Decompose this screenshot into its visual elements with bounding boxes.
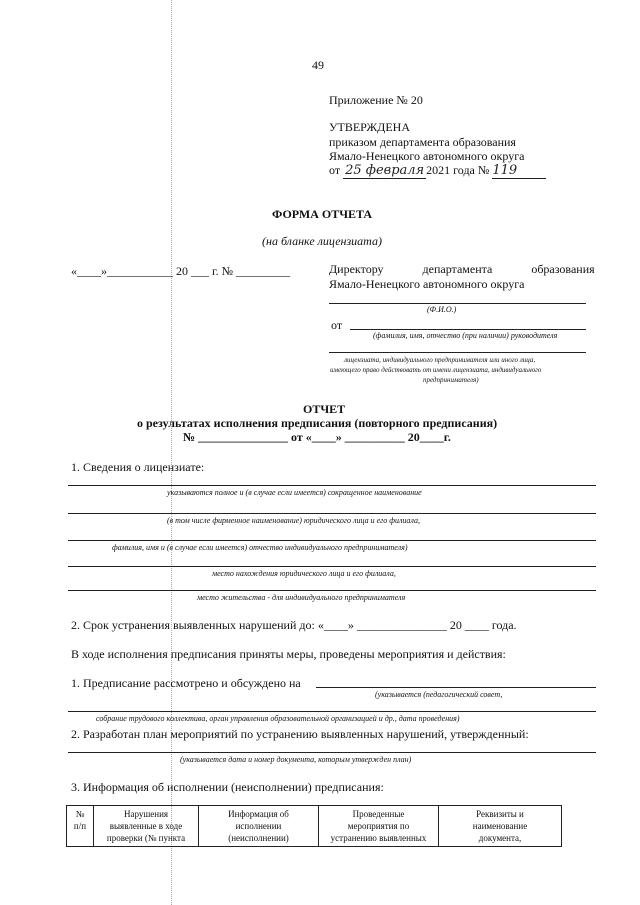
date-prefix: от bbox=[329, 163, 341, 177]
section1-caption1: указываются полное и (в случае если имеется) сокращенное наименование bbox=[167, 488, 422, 497]
col-header-document-details: Реквизиты и наименование документа, bbox=[439, 806, 562, 847]
approval-date-line bbox=[329, 163, 546, 179]
col-header-measures: Проведенные мероприятия по устранению выявленных bbox=[319, 806, 439, 847]
report-number-line: № _______________ от «____» __________ 20____г. bbox=[183, 430, 451, 444]
report-title: ОТЧЕТ bbox=[303, 402, 346, 416]
from-note2: имеющего право действовать от имени лицензиата, индивидуального bbox=[330, 366, 542, 374]
item1-line bbox=[316, 687, 596, 688]
section1-line2 bbox=[68, 513, 596, 514]
addressee-line1 bbox=[329, 262, 595, 277]
date-suffix: 2021 года № bbox=[426, 163, 490, 177]
item2-line bbox=[68, 752, 596, 753]
measures-intro: В ходе исполнения предписания приняты меры, проведены мероприятия и действия: bbox=[71, 647, 506, 661]
report-subtitle: о результатах исполнения предписания (повторного предписания) bbox=[137, 416, 498, 430]
handwritten-date: 25 февраля bbox=[345, 163, 425, 178]
item1-label: 1. Предписание рассмотрено и обсуждено на bbox=[71, 676, 301, 690]
table-header-row bbox=[67, 806, 562, 847]
form-subtitle: (на бланке лицензиата) bbox=[262, 234, 382, 248]
from-note1: лицензиата, индивидуального предпринимателя или иного лица, bbox=[344, 356, 536, 364]
from-line2 bbox=[329, 352, 586, 353]
execution-table bbox=[66, 805, 562, 847]
approved-label: УТВЕРЖДЕНА bbox=[329, 120, 411, 134]
appendix-label: Приложение № 20 bbox=[329, 93, 423, 107]
outgoing-date-line: «____»___________ 20 ___ г. № _________ bbox=[71, 264, 291, 278]
section3-label: 3. Информация об исполнении (неисполнении) предписания: bbox=[71, 780, 384, 794]
handwritten-number: 119 bbox=[492, 163, 546, 179]
section1-line5 bbox=[68, 590, 596, 591]
col-header-execution-info: Информация об исполнении (неисполнении) bbox=[199, 806, 319, 847]
addressee-text: Директору департамента образования bbox=[329, 262, 595, 276]
from-label: от bbox=[331, 318, 343, 332]
scan-fold-line bbox=[171, 0, 172, 905]
fio-line bbox=[329, 303, 586, 304]
approved-line1: приказом департамента образования bbox=[329, 135, 516, 149]
item1-caption2: собрание трудового коллектива, орган управления образовательной организацией и др., дата проведения) bbox=[96, 714, 460, 723]
item2-caption: (указывается дата и номер документа, которым утвержден план) bbox=[180, 755, 412, 764]
form-title: ФОРМА ОТЧЕТА bbox=[272, 207, 373, 221]
section1-line3 bbox=[68, 540, 596, 541]
section1-line4 bbox=[68, 566, 596, 567]
section1-caption4: место нахождения юридического лица и его филиала, bbox=[212, 569, 396, 578]
col-header-number: № п/п bbox=[67, 806, 94, 847]
col-header-violations: Нарушения выявленные в ходе проверки (№ пункта bbox=[94, 806, 199, 847]
section1-caption3: фамилия, имя и (в случае если имеется) отчество индивидуального предпринимателя) bbox=[112, 543, 408, 552]
fio-caption: (Ф.И.О.) bbox=[427, 305, 457, 314]
from-caption: (фамилия, имя, отчество (при наличии) руководителя bbox=[373, 331, 558, 340]
section1-caption2: (в том числе фирменное наименование) юридического лица и его филиала, bbox=[167, 516, 421, 525]
addressee-line2: Ямало-Ненецкого автономного округа bbox=[329, 277, 525, 291]
section1-line1 bbox=[68, 485, 596, 486]
section1-label: 1. Сведения о лицензиате: bbox=[71, 460, 205, 474]
item1-caption1: (указывается (педагогический совет, bbox=[375, 690, 503, 699]
section2-label: 2. Срок устранения выявленных нарушений до: «____» _______________ 20 ____ года. bbox=[71, 618, 517, 632]
from-note3: предпринимателя) bbox=[423, 376, 479, 384]
page-number: 49 bbox=[312, 58, 324, 72]
item1-line2 bbox=[68, 711, 596, 712]
item2-label: 2. Разработан план мероприятий по устранению выявленных нарушений, утвержденный: bbox=[71, 727, 529, 741]
from-line bbox=[350, 329, 586, 330]
approved-line2: Ямало-Ненецкого автономного округа bbox=[329, 149, 525, 163]
section1-caption5: место жительства - для индивидуального предпринимателя bbox=[197, 593, 406, 602]
